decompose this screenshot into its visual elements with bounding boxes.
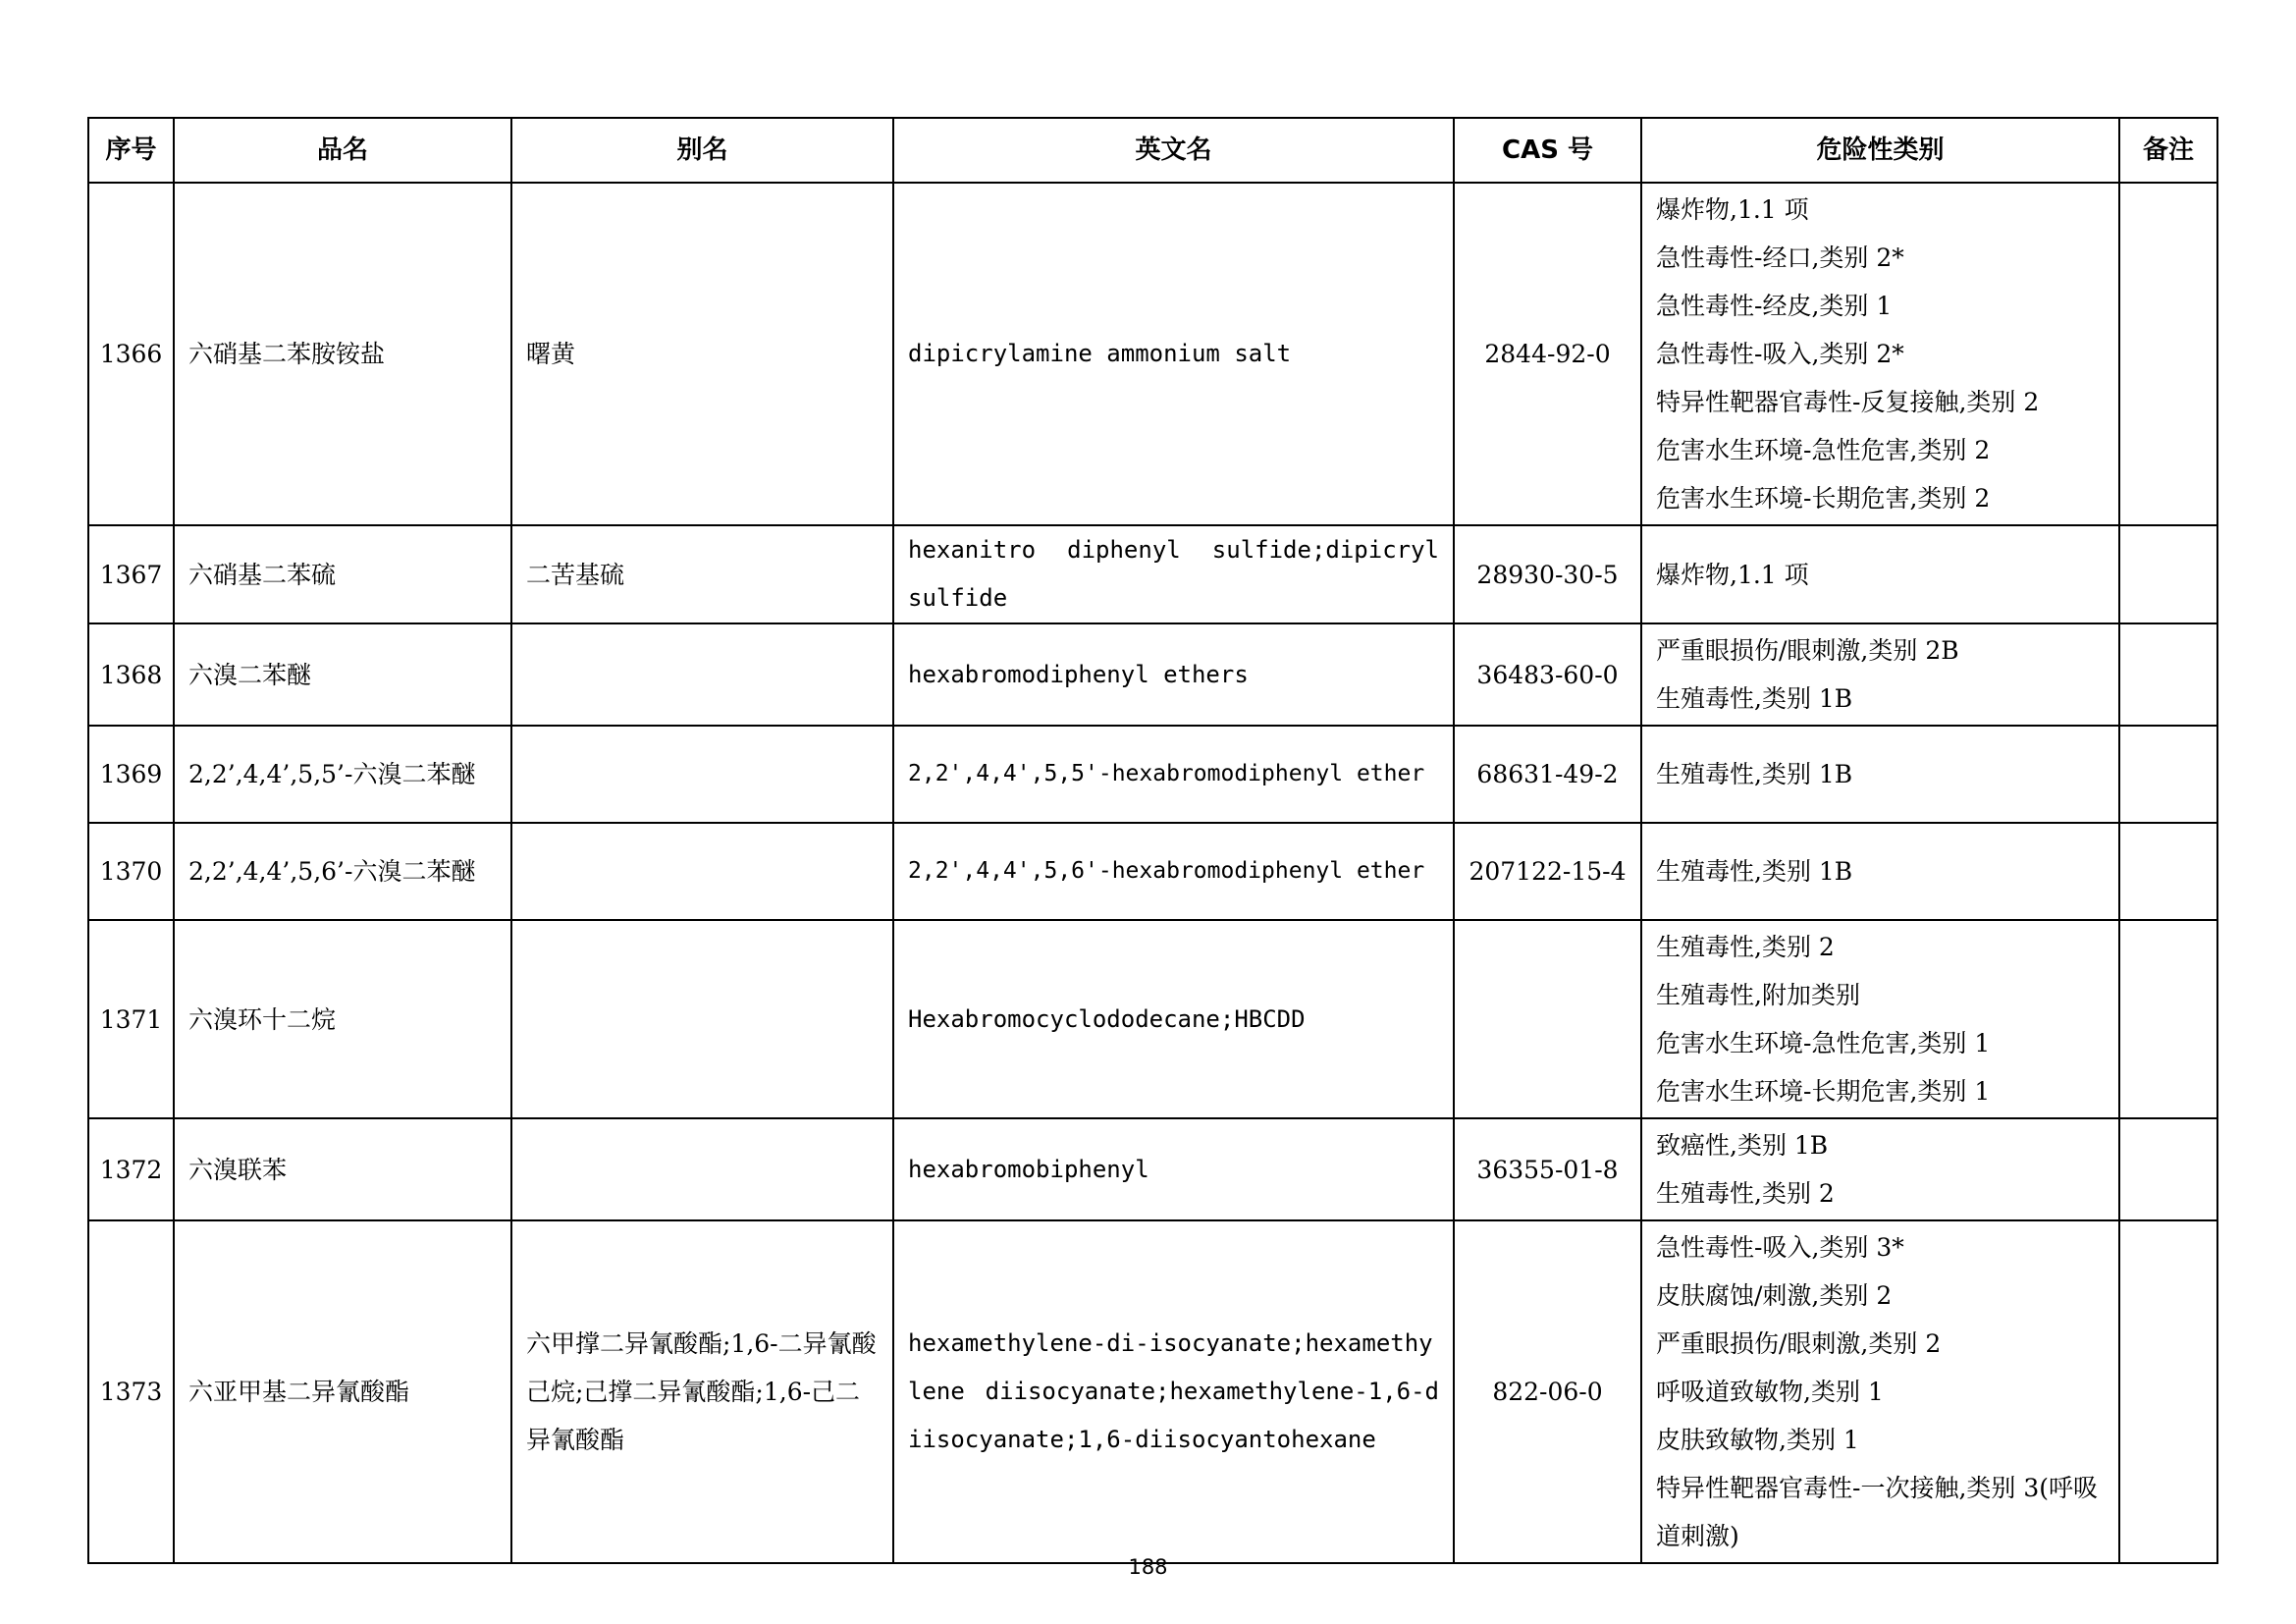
hazard-line: 生殖毒性,类别 2 (1656, 933, 1835, 961)
table-row (88, 920, 2217, 1118)
cell-name: 六硝基二苯硫 (174, 525, 511, 623)
cell-hazard (1641, 823, 2119, 920)
hazard-line: 危害水生环境-长期危害,类别 2 (1656, 484, 1991, 513)
header-english: 英文名 (893, 118, 1454, 183)
cell-english: 2,2',4,4',5,5'-hexabromodiphenyl ether (893, 726, 1454, 823)
cell-cas (1454, 920, 1641, 1118)
hazard-line: 爆炸物,1.1 项 (1656, 560, 1809, 589)
cell-english: 2,2',4,4',5,6'-hexabromodiphenyl ether (893, 823, 1454, 920)
header-cas: CAS 号 (1454, 118, 1641, 183)
hazard-line: 急性毒性-吸入,类别 2* (1656, 340, 1904, 368)
cell-note (2119, 1220, 2217, 1563)
cell-hazard (1641, 920, 2119, 1118)
cell-seq: 1372 (88, 1118, 174, 1220)
header-seq: 序号 (88, 118, 174, 183)
table-row (88, 1118, 2217, 1220)
cell-hazard (1641, 1118, 2119, 1220)
header-hazard: 危险性类别 (1641, 118, 2119, 183)
cell-hazard (1641, 1220, 2119, 1563)
table-row (88, 1220, 2217, 1563)
hazard-line: 急性毒性-吸入,类别 3* (1656, 1233, 1904, 1262)
hazard-line: 生殖毒性,附加类别 (1656, 981, 1860, 1009)
cell-name: 六硝基二苯胺铵盐 (174, 183, 511, 525)
hazard-line: 生殖毒性,类别 1B (1656, 684, 1853, 713)
cell-english: hexabromobiphenyl (893, 1118, 1454, 1220)
cell-note (2119, 623, 2217, 726)
cell-name: 2,2’,4,4’,5,6’-六溴二苯醚 (174, 823, 511, 920)
hazard-line: 皮肤致敏物,类别 1 (1656, 1426, 1859, 1454)
cell-english: dipicrylamine ammonium salt (893, 183, 1454, 525)
cell-english: hexanitro diphenyl sulfide;dipicryl sulfide (893, 525, 1454, 623)
cell-english: Hexabromocyclododecane;HBCDD (893, 920, 1454, 1118)
hazard-line: 危害水生环境-长期危害,类别 1 (1656, 1077, 1991, 1106)
table-body (88, 183, 2217, 1563)
hazard-line: 生殖毒性,类别 2 (1656, 1179, 1835, 1208)
cell-seq: 1368 (88, 623, 174, 726)
cell-seq: 1371 (88, 920, 174, 1118)
cell-note (2119, 726, 2217, 823)
cell-hazard (1641, 183, 2119, 525)
cell-alias (511, 920, 893, 1118)
hazard-line: 生殖毒性,类别 1B (1656, 857, 1853, 886)
cell-seq: 1366 (88, 183, 174, 525)
hazard-line: 爆炸物,1.1 项 (1656, 195, 1809, 224)
table-row (88, 525, 2217, 623)
hazard-line: 特异性靶器官毒性-一次接触,类别 3(呼吸道刺激) (1656, 1474, 2099, 1550)
cell-english: hexamethylene-di-isocyanate;hexamethylene diisocyanate;hexamethylene-1,6-diisocyanate;1,6-diisocyantohexane (893, 1220, 1454, 1563)
cell-alias: 二苦基硫 (511, 525, 893, 623)
cell-alias (511, 726, 893, 823)
cell-name: 六溴联苯 (174, 1118, 511, 1220)
cell-cas: 28930-30-5 (1454, 525, 1641, 623)
hazard-line: 生殖毒性,类别 1B (1656, 760, 1853, 788)
cell-cas: 822-06-0 (1454, 1220, 1641, 1563)
header-row (88, 118, 2217, 183)
chemical-hazard-table (87, 117, 2218, 1564)
hazard-line: 危害水生环境-急性危害,类别 1 (1656, 1029, 1991, 1057)
cell-seq: 1367 (88, 525, 174, 623)
hazard-line: 特异性靶器官毒性-反复接触,类别 2 (1656, 388, 2040, 416)
cell-note (2119, 920, 2217, 1118)
page-number: 188 (1128, 1555, 1168, 1579)
table-row (88, 823, 2217, 920)
cell-english: hexabromodiphenyl ethers (893, 623, 1454, 726)
cell-cas: 207122-15-4 (1454, 823, 1641, 920)
table-header (88, 118, 2217, 183)
header-alias: 别名 (511, 118, 893, 183)
cell-note (2119, 1118, 2217, 1220)
cell-note (2119, 823, 2217, 920)
cell-cas: 68631-49-2 (1454, 726, 1641, 823)
cell-hazard (1641, 525, 2119, 623)
cell-name: 六溴二苯醚 (174, 623, 511, 726)
cell-note (2119, 525, 2217, 623)
hazard-line: 急性毒性-经口,类别 2* (1656, 244, 1904, 272)
table-row (88, 183, 2217, 525)
cell-alias: 六甲撑二异氰酸酯;1,6-二异氰酸己烷;己撑二异氰酸酯;1,6-己二异氰酸酯 (511, 1220, 893, 1563)
header-name: 品名 (174, 118, 511, 183)
hazard-line: 呼吸道致敏物,类别 1 (1656, 1378, 1884, 1406)
header-note: 备注 (2119, 118, 2217, 183)
cell-hazard (1641, 726, 2119, 823)
cell-note (2119, 183, 2217, 525)
cell-cas: 36483-60-0 (1454, 623, 1641, 726)
cell-seq: 1373 (88, 1220, 174, 1563)
cell-cas: 36355-01-8 (1454, 1118, 1641, 1220)
cell-hazard (1641, 623, 2119, 726)
cell-seq: 1369 (88, 726, 174, 823)
hazard-line: 严重眼损伤/眼刺激,类别 2B (1656, 636, 1959, 665)
table-row (88, 623, 2217, 726)
hazard-line: 危害水生环境-急性危害,类别 2 (1656, 436, 1991, 464)
hazard-line: 致癌性,类别 1B (1656, 1131, 1829, 1160)
cell-alias (511, 1118, 893, 1220)
cell-alias (511, 623, 893, 726)
cell-alias (511, 823, 893, 920)
table-row (88, 726, 2217, 823)
hazard-line: 皮肤腐蚀/刺激,类别 2 (1656, 1281, 1893, 1310)
cell-cas: 2844-92-0 (1454, 183, 1641, 525)
hazard-line: 急性毒性-经皮,类别 1 (1656, 292, 1893, 320)
cell-alias: 曙黄 (511, 183, 893, 525)
cell-name: 六亚甲基二异氰酸酯 (174, 1220, 511, 1563)
hazard-line: 严重眼损伤/眼刺激,类别 2 (1656, 1329, 1942, 1358)
cell-name: 六溴环十二烷 (174, 920, 511, 1118)
cell-seq: 1370 (88, 823, 174, 920)
cell-name: 2,2’,4,4’,5,5’-六溴二苯醚 (174, 726, 511, 823)
